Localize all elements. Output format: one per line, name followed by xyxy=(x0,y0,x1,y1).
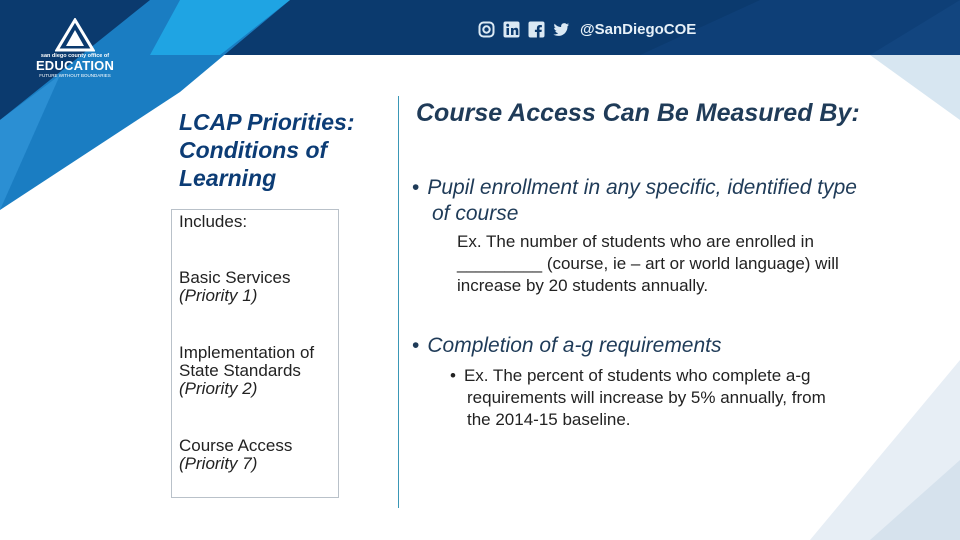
left-title xyxy=(179,108,394,192)
includes-label: Includes: xyxy=(179,212,248,231)
twitter-icon[interactable] xyxy=(553,21,570,38)
bullet-dot: • xyxy=(412,334,420,357)
priority-item-course-access xyxy=(179,437,292,473)
bullet-dot: • xyxy=(412,176,420,199)
example-line3: increase by 20 students annually. xyxy=(457,276,709,295)
left-title-line1: LCAP Priorities: xyxy=(179,109,355,135)
social-bar xyxy=(478,19,696,39)
left-title-line2: Conditions of xyxy=(179,137,328,163)
priority-item-number: (Priority 2) xyxy=(179,379,258,398)
example-line1: Ex. The percent of students who complete a-g xyxy=(463,366,811,385)
bullet-text-line2: of course xyxy=(432,202,519,225)
instagram-icon[interactable] xyxy=(478,21,495,38)
priority-item-label: Course Access xyxy=(179,436,293,455)
logo-wordmark: EDUCATION xyxy=(35,58,115,73)
right-title: Course Access Can Be Measured By: xyxy=(416,99,860,127)
priority-item-number: (Priority 7) xyxy=(179,454,258,473)
example-enrollment xyxy=(457,231,839,297)
priority-item-label-line2: State Standards xyxy=(179,361,301,380)
priority-item-basic-services xyxy=(179,269,290,305)
example-line2: _________ (course, ie – art or world language) will xyxy=(457,254,839,273)
example-line1: Ex. The number of students who are enrolled in xyxy=(457,232,814,251)
priority-item-implementation xyxy=(179,344,314,398)
left-title-line3: Learning xyxy=(179,165,277,191)
priority-item-label: Implementation of xyxy=(179,343,315,362)
column-divider xyxy=(398,96,399,508)
linkedin-icon[interactable] xyxy=(503,21,520,38)
example-line2: requirements will increase by 5% annually, from xyxy=(467,388,826,407)
example-a-g xyxy=(450,365,826,431)
facebook-icon[interactable] xyxy=(528,21,545,38)
sub-bullet-dot: • xyxy=(450,366,456,385)
logo-mountain-icon xyxy=(55,18,95,52)
bullet-a-g-requirements xyxy=(412,333,722,359)
sdcoe-logo[interactable] xyxy=(28,18,122,90)
priority-item-label: Basic Services xyxy=(179,268,291,287)
example-line3: the 2014-15 baseline. xyxy=(467,410,631,429)
logo-org-line: san diego county office of xyxy=(40,53,110,59)
bullet-text-line1: Completion of a-g requirements xyxy=(427,334,722,357)
bullet-text-line1: Pupil enrollment in any specific, identified type xyxy=(427,176,857,199)
priority-item-number: (Priority 1) xyxy=(179,286,258,305)
bullet-pupil-enrollment xyxy=(412,175,857,227)
logo-tagline: FUTURE WITHOUT BOUNDARIES xyxy=(39,73,111,78)
twitter-handle[interactable]: @SanDiegoCOE xyxy=(580,20,697,38)
